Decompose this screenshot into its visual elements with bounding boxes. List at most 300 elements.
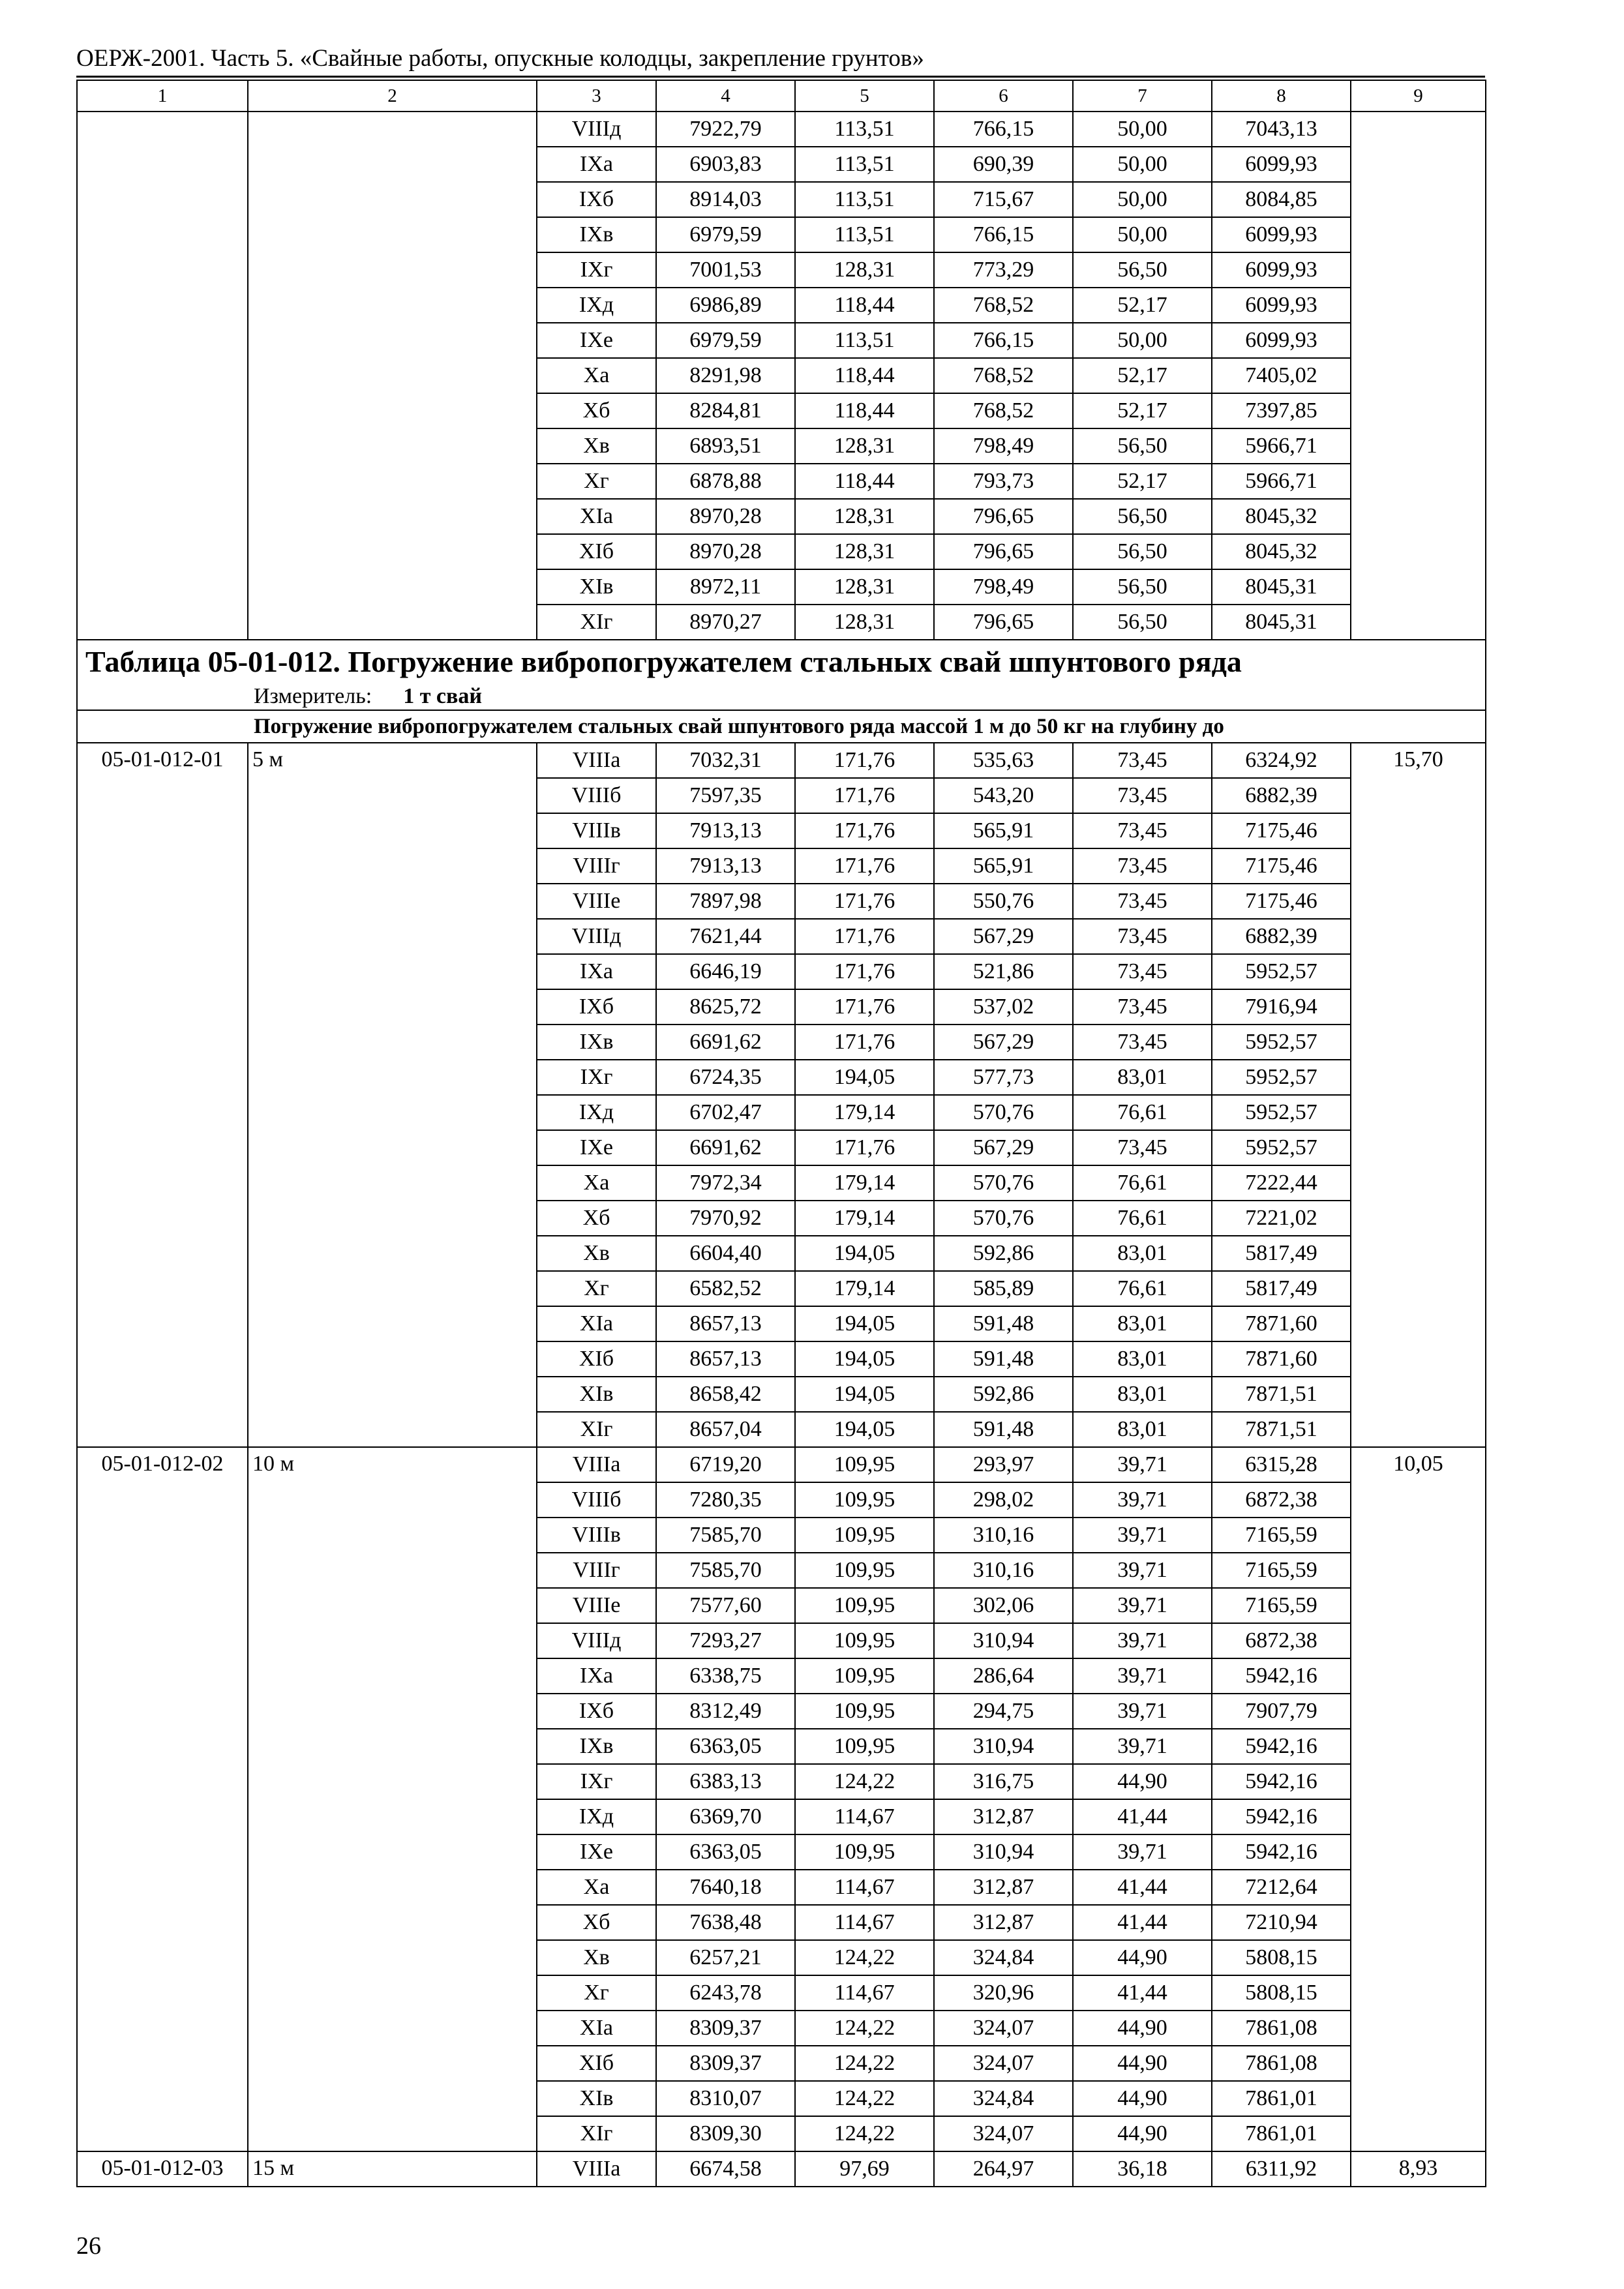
name-cell-empty (248, 464, 537, 499)
value-cell: Xа (537, 1870, 656, 1905)
value-cell: 36,18 (1073, 2151, 1212, 2187)
name-cell-empty (248, 605, 537, 640)
value-cell: 796,65 (934, 605, 1073, 640)
value-cell: 310,94 (934, 1729, 1073, 1764)
value-cell: 570,76 (934, 1165, 1073, 1201)
value-cell: 52,17 (1073, 393, 1212, 428)
value-cell: 109,95 (795, 1729, 934, 1764)
value-cell: 6324,92 (1212, 743, 1351, 778)
value-cell: XIв (537, 1377, 656, 1412)
norm-name: 10 м (248, 1447, 537, 2151)
value-cell: 8312,49 (656, 1694, 795, 1729)
value-cell: 312,87 (934, 1905, 1073, 1940)
code-cell-empty (77, 358, 248, 393)
code-cell-empty (77, 217, 248, 252)
name-cell-empty (248, 288, 537, 323)
column-number: 4 (656, 80, 795, 112)
value-cell: 171,76 (795, 778, 934, 813)
value-cell: 8970,28 (656, 534, 795, 569)
value-cell: 128,31 (795, 605, 934, 640)
value-cell: XIг (537, 605, 656, 640)
price-table (76, 80, 1486, 2187)
value-cell: 113,51 (795, 217, 934, 252)
norm-code: 05-01-012-01 (77, 743, 248, 1447)
value-cell: 7871,51 (1212, 1412, 1351, 1447)
value-cell: 6674,58 (656, 2151, 795, 2187)
col9-cell-empty (1351, 534, 1486, 569)
table-row (77, 464, 1486, 499)
col9-cell-empty (1351, 252, 1486, 288)
value-cell: 8045,31 (1212, 569, 1351, 605)
value-cell: 179,14 (795, 1271, 934, 1306)
value-cell: 312,87 (934, 1870, 1073, 1905)
value-cell: 194,05 (795, 1306, 934, 1341)
value-cell: 171,76 (795, 1025, 934, 1060)
name-cell-empty (248, 217, 537, 252)
value-cell: 8970,27 (656, 605, 795, 640)
code-cell-empty (77, 112, 248, 147)
value-cell: VIIIе (537, 1588, 656, 1623)
value-cell: 124,22 (795, 2011, 934, 2046)
code-cell-empty (77, 288, 248, 323)
value-cell: 565,91 (934, 813, 1073, 848)
value-cell: 6691,62 (656, 1025, 795, 1060)
name-cell-empty (248, 147, 537, 182)
value-cell: 8045,32 (1212, 534, 1351, 569)
value-cell: 73,45 (1073, 884, 1212, 919)
norm-name: 5 м (248, 743, 537, 1447)
value-cell: 6363,05 (656, 1729, 795, 1764)
value-cell: IXе (537, 323, 656, 358)
value-cell: 73,45 (1073, 778, 1212, 813)
value-cell: 6383,13 (656, 1764, 795, 1799)
value-cell: 6099,93 (1212, 217, 1351, 252)
value-cell: 50,00 (1073, 217, 1212, 252)
value-cell: 128,31 (795, 569, 934, 605)
value-cell: 796,65 (934, 534, 1073, 569)
table-row (77, 569, 1486, 605)
value-cell: 7175,46 (1212, 848, 1351, 884)
value-cell: 5942,16 (1212, 1764, 1351, 1799)
value-cell: 766,15 (934, 323, 1073, 358)
value-cell: IXа (537, 147, 656, 182)
value-cell: 798,49 (934, 569, 1073, 605)
value-cell: VIIIа (537, 1447, 656, 1482)
table-row (77, 252, 1486, 288)
value-cell: 52,17 (1073, 464, 1212, 499)
value-cell: 171,76 (795, 1130, 934, 1165)
value-cell: 567,29 (934, 1130, 1073, 1165)
code-cell-empty (77, 569, 248, 605)
value-cell: 6882,39 (1212, 778, 1351, 813)
value-cell: Xг (537, 464, 656, 499)
code-cell-empty (77, 252, 248, 288)
norm-code: 05-01-012-03 (77, 2151, 248, 2187)
value-cell: 109,95 (795, 1588, 934, 1623)
value-cell: 109,95 (795, 1623, 934, 1658)
value-cell: 5966,71 (1212, 464, 1351, 499)
value-cell: Xв (537, 428, 656, 464)
value-cell: 5808,15 (1212, 1975, 1351, 2011)
value-cell: 5942,16 (1212, 1834, 1351, 1870)
value-cell: VIIIг (537, 1553, 656, 1588)
value-cell: 171,76 (795, 989, 934, 1025)
value-cell: XIа (537, 1306, 656, 1341)
value-cell: 39,71 (1073, 1623, 1212, 1658)
value-cell: XIб (537, 1341, 656, 1377)
value-cell: 591,48 (934, 1341, 1073, 1377)
value-cell: VIIIа (537, 2151, 656, 2187)
col9-value: 15,70 (1351, 743, 1486, 1447)
column-number: 8 (1212, 80, 1351, 112)
value-cell: 50,00 (1073, 323, 1212, 358)
table-row (77, 428, 1486, 464)
value-cell: 179,14 (795, 1201, 934, 1236)
value-cell: 7897,98 (656, 884, 795, 919)
value-cell: 76,61 (1073, 1201, 1212, 1236)
value-cell: 128,31 (795, 252, 934, 288)
value-cell: 50,00 (1073, 147, 1212, 182)
value-cell: 6363,05 (656, 1834, 795, 1870)
value-cell: 567,29 (934, 919, 1073, 954)
norm-code: 05-01-012-02 (77, 1447, 248, 2151)
value-cell: 7871,60 (1212, 1306, 1351, 1341)
value-cell: 264,97 (934, 2151, 1073, 2187)
value-cell: 179,14 (795, 1095, 934, 1130)
value-cell: 7871,60 (1212, 1341, 1351, 1377)
value-cell: 324,84 (934, 2081, 1073, 2116)
name-cell-empty (248, 252, 537, 288)
name-cell-empty (248, 534, 537, 569)
value-cell: Xа (537, 1165, 656, 1201)
value-cell: 7293,27 (656, 1623, 795, 1658)
value-cell: 6882,39 (1212, 919, 1351, 954)
value-cell: 83,01 (1073, 1306, 1212, 1341)
code-cell-empty (77, 499, 248, 534)
value-cell: 585,89 (934, 1271, 1073, 1306)
col9-cell-empty (1351, 428, 1486, 464)
value-cell: 8309,30 (656, 2116, 795, 2151)
col9-cell-empty (1351, 182, 1486, 217)
value-cell: 124,22 (795, 2116, 934, 2151)
col9-cell-empty (1351, 464, 1486, 499)
value-cell: 8625,72 (656, 989, 795, 1025)
value-cell: 44,90 (1073, 2116, 1212, 2151)
value-cell: VIIIб (537, 1482, 656, 1518)
code-cell-empty (77, 323, 248, 358)
value-cell: 577,73 (934, 1060, 1073, 1095)
value-cell: 56,50 (1073, 605, 1212, 640)
value-cell: 118,44 (795, 288, 934, 323)
value-cell: 7165,59 (1212, 1518, 1351, 1553)
value-cell: 793,73 (934, 464, 1073, 499)
value-cell: 124,22 (795, 2046, 934, 2081)
value-cell: 6604,40 (656, 1236, 795, 1271)
column-number: 5 (795, 80, 934, 112)
value-cell: 109,95 (795, 1553, 934, 1588)
table-row (77, 147, 1486, 182)
value-cell: 591,48 (934, 1412, 1073, 1447)
value-cell: 550,76 (934, 884, 1073, 919)
value-cell: 39,71 (1073, 1553, 1212, 1588)
table-title: Таблица 05-01-012. Погружение вибропогружателем стальных свай шпунтового ряда (77, 640, 1486, 683)
value-cell: VIIIг (537, 848, 656, 884)
name-cell-empty (248, 499, 537, 534)
code-cell-empty (77, 464, 248, 499)
value-cell: 56,50 (1073, 428, 1212, 464)
value-cell: 7001,53 (656, 252, 795, 288)
value-cell: VIIIд (537, 919, 656, 954)
value-cell: IXа (537, 1658, 656, 1694)
value-cell: 6099,93 (1212, 323, 1351, 358)
value-cell: 124,22 (795, 1940, 934, 1975)
value-cell: IXе (537, 1834, 656, 1870)
value-cell: 5942,16 (1212, 1658, 1351, 1694)
value-cell: 6315,28 (1212, 1447, 1351, 1482)
value-cell: 6872,38 (1212, 1482, 1351, 1518)
value-cell: 7861,08 (1212, 2011, 1351, 2046)
column-number: 6 (934, 80, 1073, 112)
value-cell: 5942,16 (1212, 1729, 1351, 1764)
value-cell: 5942,16 (1212, 1799, 1351, 1834)
value-cell: Xб (537, 1905, 656, 1940)
value-cell: 766,15 (934, 112, 1073, 147)
value-cell: 8291,98 (656, 358, 795, 393)
col9-value: 8,93 (1351, 2151, 1486, 2187)
col9-cell-empty (1351, 288, 1486, 323)
value-cell: 52,17 (1073, 288, 1212, 323)
value-cell: 7165,59 (1212, 1553, 1351, 1588)
value-cell: XIв (537, 569, 656, 605)
table-row (77, 1447, 1486, 1482)
value-cell: 7907,79 (1212, 1694, 1351, 1729)
table-row (77, 605, 1486, 640)
value-cell: 7175,46 (1212, 884, 1351, 919)
value-cell: 7585,70 (656, 1553, 795, 1588)
value-cell: VIIIе (537, 884, 656, 919)
value-cell: 8045,32 (1212, 499, 1351, 534)
value-cell: 6338,75 (656, 1658, 795, 1694)
value-cell: 109,95 (795, 1658, 934, 1694)
table-row (77, 743, 1486, 778)
value-cell: 39,71 (1073, 1729, 1212, 1764)
value-cell: IXа (537, 954, 656, 989)
value-cell: 7913,13 (656, 813, 795, 848)
code-cell-empty (77, 182, 248, 217)
value-cell: 8658,42 (656, 1377, 795, 1412)
value-cell: 73,45 (1073, 954, 1212, 989)
value-cell: IXв (537, 1025, 656, 1060)
value-cell: 312,87 (934, 1799, 1073, 1834)
code-cell-empty (77, 393, 248, 428)
table-row (77, 499, 1486, 534)
page-number: 26 (76, 2232, 101, 2260)
value-cell: XIб (537, 534, 656, 569)
value-cell: 6702,47 (656, 1095, 795, 1130)
value-cell: 7916,94 (1212, 989, 1351, 1025)
value-cell: 7212,64 (1212, 1870, 1351, 1905)
value-cell: 310,94 (934, 1834, 1073, 1870)
value-cell: 521,86 (934, 954, 1073, 989)
table-row (77, 182, 1486, 217)
code-cell-empty (77, 605, 248, 640)
value-cell: 320,96 (934, 1975, 1073, 2011)
value-cell: 83,01 (1073, 1412, 1212, 1447)
unit-line (77, 683, 1486, 710)
value-cell: 118,44 (795, 464, 934, 499)
value-cell: 6986,89 (656, 288, 795, 323)
value-cell: 76,61 (1073, 1165, 1212, 1201)
value-cell: 39,71 (1073, 1518, 1212, 1553)
value-cell: 324,07 (934, 2011, 1073, 2046)
value-cell: 39,71 (1073, 1834, 1212, 1870)
value-cell: 171,76 (795, 919, 934, 954)
value-cell: 6646,19 (656, 954, 795, 989)
value-cell: 768,52 (934, 393, 1073, 428)
value-cell: 114,67 (795, 1975, 934, 2011)
value-cell: 690,39 (934, 147, 1073, 182)
value-cell: 8309,37 (656, 2011, 795, 2046)
value-cell: 6099,93 (1212, 147, 1351, 182)
value-cell: Xв (537, 1236, 656, 1271)
value-cell: 114,67 (795, 1905, 934, 1940)
value-cell: 8657,04 (656, 1412, 795, 1447)
value-cell: 6311,92 (1212, 2151, 1351, 2187)
table-row (77, 2151, 1486, 2187)
name-cell-empty (248, 358, 537, 393)
value-cell: 73,45 (1073, 1025, 1212, 1060)
value-cell: 56,50 (1073, 569, 1212, 605)
name-cell-empty (248, 323, 537, 358)
value-cell: 324,84 (934, 1940, 1073, 1975)
value-cell: 83,01 (1073, 1060, 1212, 1095)
col9-cell-empty (1351, 499, 1486, 534)
value-cell: 194,05 (795, 1341, 934, 1377)
value-cell: IXв (537, 1729, 656, 1764)
col9-cell-empty (1351, 569, 1486, 605)
value-cell: 113,51 (795, 112, 934, 147)
value-cell: 7922,79 (656, 112, 795, 147)
value-cell: 109,95 (795, 1482, 934, 1518)
value-cell: 7597,35 (656, 778, 795, 813)
value-cell: 5966,71 (1212, 428, 1351, 464)
table-row (77, 112, 1486, 147)
value-cell: 6893,51 (656, 428, 795, 464)
value-cell: 715,67 (934, 182, 1073, 217)
table-row (77, 358, 1486, 393)
value-cell: 7397,85 (1212, 393, 1351, 428)
value-cell: 41,44 (1073, 1905, 1212, 1940)
value-cell: 6719,20 (656, 1447, 795, 1482)
value-cell: 56,50 (1073, 499, 1212, 534)
value-cell: 316,75 (934, 1764, 1073, 1799)
value-cell: 171,76 (795, 954, 934, 989)
value-cell: 6582,52 (656, 1271, 795, 1306)
code-cell-empty (77, 147, 248, 182)
value-cell: 567,29 (934, 1025, 1073, 1060)
value-cell: 109,95 (795, 1834, 934, 1870)
value-cell: 7861,01 (1212, 2116, 1351, 2151)
value-cell: 5808,15 (1212, 1940, 1351, 1975)
column-number: 9 (1351, 80, 1486, 112)
value-cell: 8284,81 (656, 393, 795, 428)
value-cell: 124,22 (795, 1764, 934, 1799)
value-cell: Xг (537, 1271, 656, 1306)
col9-cell-empty (1351, 393, 1486, 428)
value-cell: 44,90 (1073, 2046, 1212, 2081)
value-cell: 7970,92 (656, 1201, 795, 1236)
value-cell: IXд (537, 1799, 656, 1834)
col9-cell-empty (1351, 112, 1486, 147)
value-cell: 7871,51 (1212, 1377, 1351, 1412)
code-cell-empty (77, 534, 248, 569)
col9-cell-empty (1351, 358, 1486, 393)
value-cell: 118,44 (795, 393, 934, 428)
value-cell: XIг (537, 1412, 656, 1447)
value-cell: 124,22 (795, 2081, 934, 2116)
value-cell: 310,16 (934, 1553, 1073, 1588)
value-cell: XIб (537, 2046, 656, 2081)
value-cell: 565,91 (934, 848, 1073, 884)
value-cell: 592,86 (934, 1377, 1073, 1412)
value-cell: VIIIд (537, 1623, 656, 1658)
value-cell: 39,71 (1073, 1447, 1212, 1482)
col9-cell-empty (1351, 147, 1486, 182)
value-cell: 5952,57 (1212, 1095, 1351, 1130)
value-cell: VIIIб (537, 778, 656, 813)
value-cell: 7175,46 (1212, 813, 1351, 848)
value-cell: VIIIв (537, 813, 656, 848)
value-cell: 5952,57 (1212, 1025, 1351, 1060)
value-cell: 39,71 (1073, 1588, 1212, 1623)
value-cell: 109,95 (795, 1694, 934, 1729)
value-cell: 543,20 (934, 778, 1073, 813)
value-cell: 768,52 (934, 288, 1073, 323)
value-cell: 6243,78 (656, 1975, 795, 2011)
code-cell-empty (77, 428, 248, 464)
value-cell: 7913,13 (656, 848, 795, 884)
value-cell: IXд (537, 1095, 656, 1130)
value-cell: 8972,11 (656, 569, 795, 605)
value-cell: 7585,70 (656, 1518, 795, 1553)
value-cell: 44,90 (1073, 1764, 1212, 1799)
value-cell: 118,44 (795, 358, 934, 393)
value-cell: 6369,70 (656, 1799, 795, 1834)
name-cell-empty (248, 569, 537, 605)
column-number: 7 (1073, 80, 1212, 112)
value-cell: 294,75 (934, 1694, 1073, 1729)
value-cell: 41,44 (1073, 1870, 1212, 1905)
value-cell: 39,71 (1073, 1658, 1212, 1694)
value-cell: 73,45 (1073, 743, 1212, 778)
value-cell: 8084,85 (1212, 182, 1351, 217)
value-cell: 76,61 (1073, 1271, 1212, 1306)
value-cell: 7861,01 (1212, 2081, 1351, 2116)
value-cell: 50,00 (1073, 182, 1212, 217)
value-cell: 73,45 (1073, 1130, 1212, 1165)
value-cell: 768,52 (934, 358, 1073, 393)
running-header: ОЕРЖ-2001. Часть 5. «Свайные работы, опускные колодцы, закрепление грунтов» (76, 42, 1485, 78)
value-cell: 7638,48 (656, 1905, 795, 1940)
value-cell: 570,76 (934, 1201, 1073, 1236)
value-cell: 113,51 (795, 182, 934, 217)
value-cell: Xб (537, 1201, 656, 1236)
value-cell: Xг (537, 1975, 656, 2011)
column-number: 1 (77, 80, 248, 112)
value-cell: IXб (537, 1694, 656, 1729)
value-cell: 298,02 (934, 1482, 1073, 1518)
value-cell: 83,01 (1073, 1377, 1212, 1412)
